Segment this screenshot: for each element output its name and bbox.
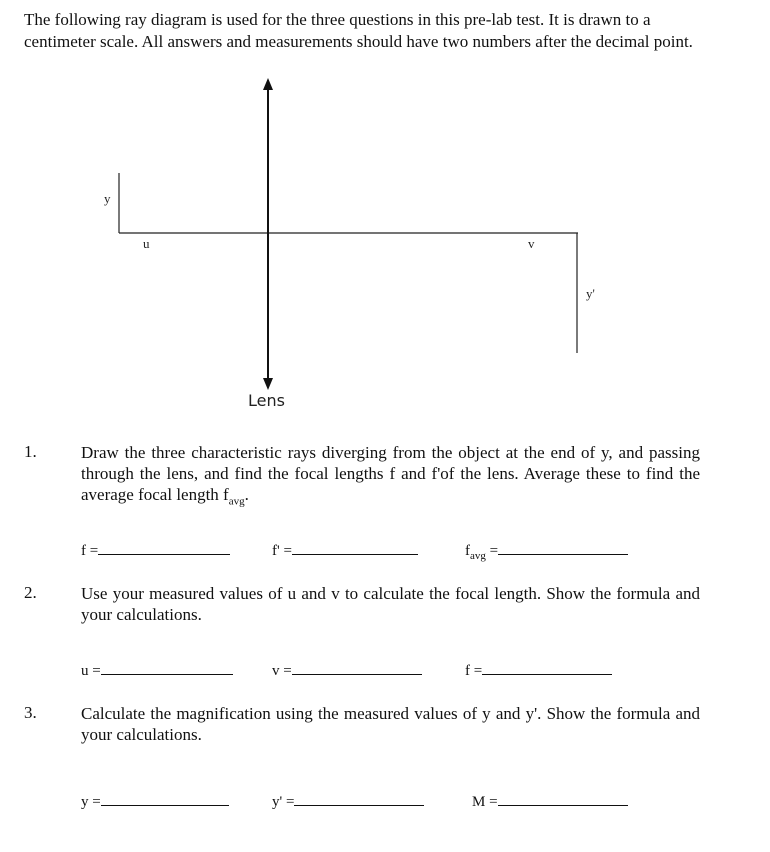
answer-y[interactable]: y = <box>81 791 229 811</box>
label-lens: Lens <box>248 391 285 410</box>
question-1-text: Draw the three characteristic rays diverging from the object at the end of y, and passing through the lens, and find the focal lengths f and f'of the lens. Average these to find the average focal length $f_{avg}$. <box>81 443 700 508</box>
question-2-text: Use your measured values of u and v to calculate the focal length. Show the formula and your calculations. <box>81 584 700 624</box>
label-v: v <box>528 236 535 251</box>
intro-paragraph: The following ray diagram is used for the three questions in this pre-lab test. It is drawn to a centimeter scale. All answers and measurements should have two numbers after the decimal point. <box>24 10 693 51</box>
label-y-prime: y' <box>586 286 595 301</box>
question-2-number: 2. <box>24 583 37 602</box>
answer-v[interactable]: v = <box>272 660 422 680</box>
answer-f[interactable]: f = <box>81 540 230 560</box>
answer-m[interactable]: M = <box>472 791 628 811</box>
question-3-text: Calculate the magnification using the measured values of y and y'. Show the formula and your calculations. <box>81 704 700 744</box>
answer-y-prime[interactable]: y' = <box>272 791 424 811</box>
question-1-number: 1. <box>24 442 37 461</box>
question-3-number: 3. <box>24 703 37 722</box>
answer-f-prime[interactable]: f' = <box>272 540 418 560</box>
answer-f-avg[interactable]: $f_{avg}$ = <box>465 540 628 562</box>
answer-u[interactable]: u = <box>81 660 233 680</box>
answer-f-calc[interactable]: f = <box>465 660 612 680</box>
lens-arrow-top <box>263 78 273 90</box>
lens-arrow-bottom <box>263 378 273 390</box>
label-u: u <box>143 236 150 251</box>
label-y: y <box>104 191 111 206</box>
